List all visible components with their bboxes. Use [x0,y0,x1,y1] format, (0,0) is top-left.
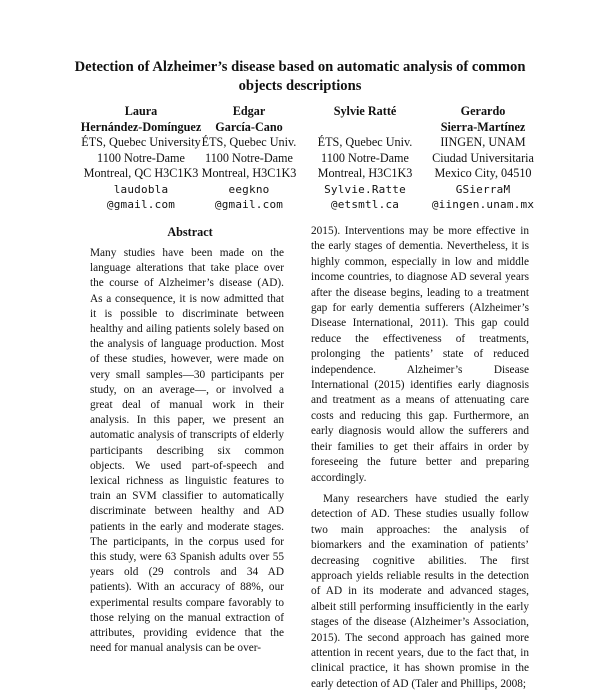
author-name: García-Cano [215,119,283,134]
author-email: @gmail.com [214,198,284,211]
author-name: Sylvie Ratté [333,104,397,118]
author-email: @gmail.com [106,198,176,211]
body-paragraph: Many researchers have studied the early detection of AD. These studies usually follow two main approaches: the analysis of biomarkers and the examination of patients’ decreasing cognitive abilities. The first approach yields reliable results in the detection of AD in its moderate and advanced stages, albeit still performing insufficiently in the early stages of the disease (Alzheimer’s Association, 2015). The second approach has gained more attention in recent years, due to the fact that, in clinical practice, it has shown promise in the early detection of AD (Taler and Phillips, 2008; [311,492,529,690]
abstract-heading: Abstract [167,225,213,239]
author-affiliation: 1100 Notre-Dame [321,150,409,165]
author-affiliation: ÉTS, Quebec Univ. [317,135,413,149]
author-name: Laura [124,104,158,118]
body-paragraph: 2015). Interventions may be more effective in the early stages of dementia. Nevertheless, it is highly common, especially in low and middle income countries, to diagnose AD several years after the disease begins, leading to a treatment gap for early dementia sufferers (Alzheimer’s Disease International, 2011). This gap could reduce the effectiveness of treatments, prolonging the patients’ state of reduced independence. Alzheimer’s Disease International (2015) identifies early diagnosis and treatment as a means of attenuating care costs and reducing this gap. Furthermore, an early diagnosis would allow the sufferers and their families to get their affairs in order by foreseeing the future better and preparing accordingly. [311,225,529,484]
author-block-1 [76,104,206,213]
paper-title: Detection of Alzheimer’s disease based on automatic analysis of common objects descriptions [74,59,526,94]
author-email: @iingen.unam.mx [431,198,535,211]
body-column [311,224,529,692]
author-email: eegkno [228,182,270,196]
author-email: Sylvie.Ratte [324,182,406,196]
author-email: laudobla [113,182,169,196]
abstract-text: Many studies have been made on the language alterations that take place over the course of Alzheimer’s disease (AD). As a consequence, it is now admitted that it is possible to discriminate between healthy and ailing patients solely based on the analysis of language production. Most of these studies, however, were made on very small samples—30 participants per study, on an average—, or involved a great deal of manual work in their analysis. In this paper, we present an automatic analysis of transcripts of elderly participants describing six common objects. We used part-of-speech and lexical richness as linguistic features to train an SVM classifier to automatically discriminate between healthy and AD patients in the early and moderate stages. The participants, in the corpus used for this study, were 63 Spanish adults over 55 years old (29 controls and 34 AD patients). With an accuracy of 88%, our experimental results compare favorably to those relying on the manual extraction of attributes, providing evidence that the need for manual analysis can be over- [90,247,284,655]
author-affiliation: 1100 Notre-Dame [205,150,293,165]
author-email: @etsmtl.ca [330,198,400,211]
author-email: GSierraM [455,182,511,196]
author-affiliation: Ciudad Universitaria [432,150,534,165]
author-name: Edgar [232,104,266,118]
author-block-3 [303,104,427,213]
author-affiliation: ÉTS, Quebec Univ. [201,135,297,149]
author-affiliation: 1100 Notre-Dame [97,150,185,165]
author-affiliation: ÉTS, Quebec University [81,135,201,149]
author-affiliation: Mexico City, 04510 [434,166,532,180]
author-block-4 [418,104,548,213]
author-affiliation: Montreal, H3C1K3 [317,166,413,180]
author-affiliation: Montreal, QC H3C1K3 [83,166,199,180]
author-name: Gerardo [460,104,506,118]
author-affiliation: Montreal, H3C1K3 [201,166,297,180]
author-affiliation: IINGEN, UNAM [440,135,526,149]
author-name: Hernández-Domínguez [80,119,202,134]
author-name: Sierra-Martínez [440,119,526,134]
author-block-2 [189,104,309,213]
